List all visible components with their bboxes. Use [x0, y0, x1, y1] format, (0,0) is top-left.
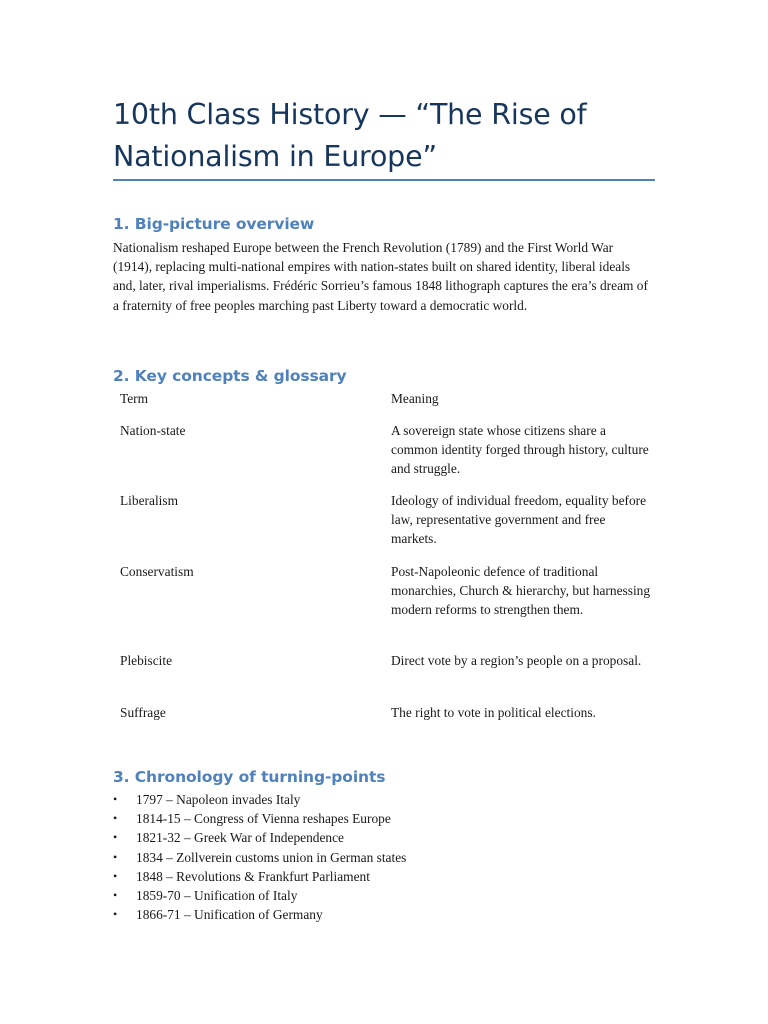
list-item-text: 1834 – Zollverein customs union in German states	[136, 849, 407, 865]
list-item-text: 1866-71 – Unification of Germany	[136, 907, 323, 923]
glossary-column-meaning: Meaning	[391, 391, 439, 406]
list-item-text: 1814-15 – Congress of Vienna reshapes Europe	[136, 811, 391, 827]
list-item	[113, 848, 655, 867]
overview-heading: 1. Big-picture overview	[113, 215, 315, 233]
glossary-term: Nation-state	[120, 423, 186, 438]
list-item	[113, 809, 655, 828]
bullet-icon: •	[113, 830, 118, 845]
glossary-meaning: Ideology of individual freedom, equality before law, representative government and free markets.	[391, 493, 647, 547]
bullet-icon: •	[113, 792, 118, 806]
list-item	[113, 867, 655, 886]
list-item	[113, 905, 655, 924]
chronology-heading: 3. Chronology of turning-points	[113, 768, 386, 786]
list-item	[113, 828, 655, 847]
list-item	[113, 790, 655, 809]
list-item	[113, 886, 655, 905]
document-title: 10th Class History — “The Rise of Nationalism in Europe”	[113, 98, 587, 173]
bullet-icon: •	[113, 887, 118, 902]
list-item-text: 1821-32 – Greek War of Independence	[136, 830, 345, 846]
list-item-text: 1859-70 – Unification of Italy	[136, 887, 298, 903]
glossary-term: Liberalism	[120, 493, 179, 508]
chronology-list	[113, 790, 655, 924]
glossary-heading: 2. Key concepts & glossary	[113, 367, 347, 385]
glossary-meaning: Direct vote by a region’s people on a proposal.	[391, 653, 642, 668]
glossary-meaning: Post-Napoleonic defence of traditional monarchies, Church & hierarchy, but harnessing modern reforms to strengthen them.	[391, 564, 651, 618]
bullet-icon: •	[113, 907, 118, 922]
glossary-meaning: A sovereign state whose citizens share a common identity forged through history, culture and struggle.	[391, 423, 649, 477]
glossary-term: Suffrage	[120, 705, 166, 720]
glossary-column-term: Term	[120, 391, 149, 406]
bullet-icon: •	[113, 868, 118, 883]
glossary-term: Plebiscite	[120, 653, 173, 668]
list-item-text: 1797 – Napoleon invades Italy	[136, 792, 301, 807]
glossary-meaning: The right to vote in political elections.	[391, 705, 596, 720]
bullet-icon: •	[113, 811, 118, 826]
overview-paragraph: Nationalism reshaped Europe between the French Revolution (1789) and the First World War (1914), replacing multi-national empires with nation-states built on shared identity, liberal ideals and, later, rival imperialisms. Frédéric Sorrieu’s famous 1848 lithograph captures the era’s dream of a fraternity of free peoples marching past Liberty toward a democratic world.	[113, 240, 648, 313]
glossary-term: Conservatism	[120, 564, 194, 579]
title-underline-rule	[113, 179, 655, 181]
list-item-text: 1848 – Revolutions & Frankfurt Parliament	[136, 868, 370, 884]
bullet-icon: •	[113, 849, 118, 864]
